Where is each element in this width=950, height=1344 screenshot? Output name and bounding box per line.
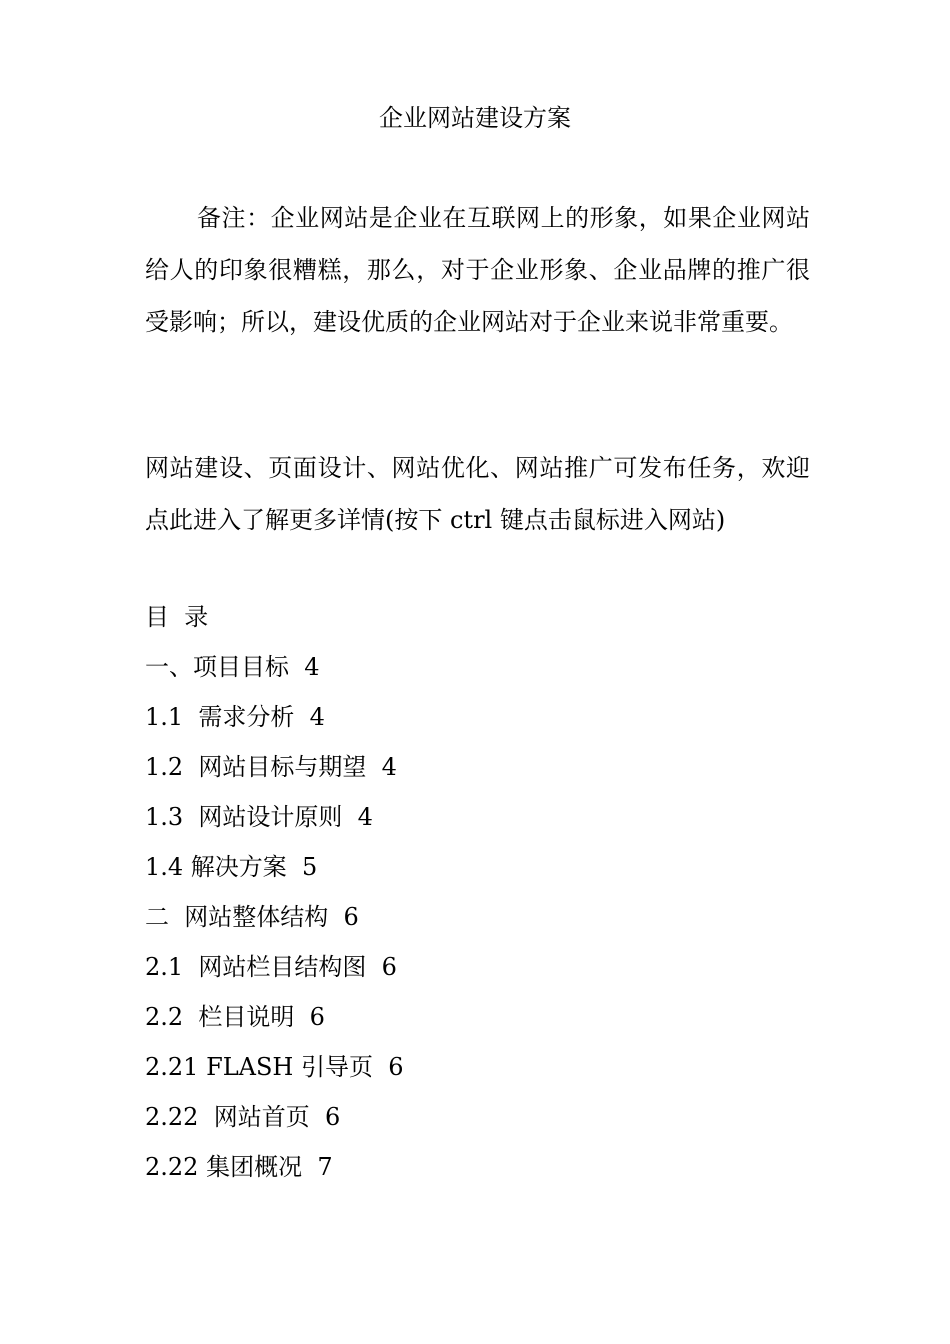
note-paragraph: 备注：企业网站是企业在互联网上的形象，如果企业网站给人的印象很糟糕，那么，对于企业形象、企业品牌的推广很受影响；所以，建设优质的企业网站对于企业来说非常重要。: [145, 204, 810, 336]
toc-item: 2.2 栏目说明 6: [145, 1003, 325, 1031]
toc-item: 1.3 网站设计原则 4: [145, 803, 373, 831]
toc-item: 1.1 需求分析 4: [145, 703, 325, 731]
toc-item: 2.21 FLASH 引导页 6: [145, 1053, 404, 1081]
toc-item: 二 网站整体结构 6: [145, 903, 359, 931]
toc-item: 2.22 集团概况 7: [145, 1153, 333, 1181]
toc-item: 2.22 网站首页 6: [145, 1103, 341, 1131]
toc-item: 2.1 网站栏目结构图 6: [145, 953, 397, 981]
promo-link-paragraph[interactable]: 网站建设、页面设计、网站优化、网站推广可发布任务，欢迎点此进入了解更多详情(按下 ctrl 键点击鼠标进入网站): [145, 454, 810, 534]
toc-item: 1.4 解决方案 5: [145, 853, 318, 881]
toc-item: 一、项目目标 4: [145, 653, 320, 681]
toc-heading: 目 录: [145, 603, 209, 631]
table-of-contents: [145, 592, 810, 1192]
document-title: 企业网站建设方案: [379, 104, 571, 132]
toc-item: 1.2 网站目标与期望 4: [145, 753, 397, 781]
